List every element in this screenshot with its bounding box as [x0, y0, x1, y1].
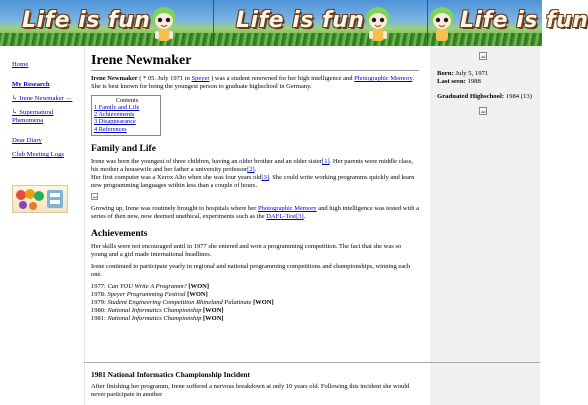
intro-name: Irene Newmaker [91, 75, 138, 82]
intro-mid: ) was a student renowned for her high intelligence and [211, 75, 353, 82]
toc-item-achievements[interactable]: 2 Achievements [94, 111, 135, 119]
toc-title: Contents [115, 96, 139, 104]
toc-item-references[interactable]: 4 References [94, 125, 127, 133]
list-item [91, 307, 419, 315]
banner-tile [214, 0, 428, 46]
family-text: . Her parents were middle class, his mother a housewife and her father a university professor [91, 157, 413, 173]
result-status: [WON] [253, 298, 274, 306]
result-name: Can YOU Write A Programm? [107, 282, 187, 290]
sidebar-link-supernatural-phenomena[interactable]: ↳ Supernatural Phenomena [12, 109, 54, 124]
incident-section [91, 370, 419, 403]
section-heading-incident: 1981 National Informatics Championship Incident [91, 370, 250, 379]
sidebar-link-dear-diary[interactable]: Dear Diary [12, 137, 42, 144]
result-status: [WON] [202, 314, 224, 322]
mascot-icon [360, 4, 396, 44]
sidebar-banner-graphic [13, 186, 67, 212]
article-intro [91, 75, 419, 91]
result-year: 1978: [91, 290, 106, 298]
list-item [91, 283, 419, 291]
sidebar-link-home[interactable]: Home [12, 61, 29, 68]
family-paragraph-1 [91, 158, 419, 190]
intro-born: ( * 05. July 1971 in [139, 75, 190, 82]
infobox-born [437, 70, 537, 78]
result-name: National Informatics Championship [107, 306, 202, 314]
sidebar-link-my-research[interactable]: My Research [12, 81, 50, 88]
header-banner [0, 0, 588, 46]
link-photographic-memory[interactable]: Photographic Memory [354, 75, 413, 82]
family-text: Growing up, Irene was routinely brought to hospitals where her [91, 205, 257, 213]
banner-tile [0, 0, 214, 46]
link-photographic-memory[interactable]: Photographic Memory [257, 205, 317, 213]
list-item [91, 299, 419, 307]
family-text: . She could write working programms quickly and learn new programming languages within less than a couple of hours. [91, 173, 415, 189]
infobox-last-seen-value: 1988 [467, 78, 481, 85]
left-sidebar [0, 46, 85, 405]
result-year: 1979: [91, 298, 106, 306]
reference-link[interactable]: [1] [322, 157, 330, 165]
link-speyer[interactable]: Speyer [191, 75, 210, 82]
competition-results-list [91, 283, 419, 323]
mascot-icon [146, 4, 182, 44]
infobox-last-seen [437, 78, 537, 86]
result-name: Student Engineering Competition Rhineland Palatinate [107, 298, 252, 306]
sidebar-banner-image[interactable] [12, 185, 68, 213]
broken-image-icon [479, 107, 487, 115]
section-heading-achievements: Achievements [91, 229, 148, 240]
banner-tile [428, 0, 588, 46]
banner-logo-text: Life is fun [460, 8, 588, 33]
sidebar-link-club-meeting-logs[interactable]: Club Meeting Logs [12, 151, 65, 158]
table-of-contents [91, 95, 161, 136]
reference-link[interactable]: [3] [261, 173, 269, 181]
list-item [91, 315, 419, 323]
mascot-icon [424, 4, 460, 44]
section-heading-family: Family and Life [91, 143, 156, 154]
page-title: Irene Newmaker [91, 52, 419, 71]
infobox-highschool [437, 93, 537, 101]
result-year: 1981: [91, 314, 106, 322]
intro-end: . She is best known for being the youngest person to graduate highschool in Germany. [91, 75, 414, 90]
result-name: National Informatics Championship [107, 314, 202, 322]
infobox-born-value: July 5, 1971 [455, 70, 489, 77]
section-divider [84, 362, 540, 363]
family-text: . [254, 165, 257, 173]
result-year: 1977: [91, 282, 106, 290]
sidebar-nav [12, 61, 82, 159]
family-text: Irene was born the youngest of three children, having an older brother and an older sister [91, 157, 323, 165]
family-text: . [303, 213, 306, 221]
link-dafl-test[interactable]: DAFL-Test [266, 213, 297, 221]
infobox-born-label: Born: [437, 70, 454, 77]
result-status: [WON] [202, 306, 224, 314]
infobox-highschool-label: Graduated Highschool: [437, 93, 505, 100]
broken-image-icon [479, 52, 487, 60]
list-item [91, 291, 419, 299]
reference-link[interactable]: [3] [296, 213, 304, 221]
result-status: [WON] [187, 290, 208, 298]
family-paragraph-2 [91, 205, 419, 221]
broken-image-icon [91, 193, 98, 200]
family-text: Her first computer was a Xerox Alto when she was four years old [91, 173, 262, 181]
result-status: [WON] [188, 282, 209, 290]
toc-item-family-and-life[interactable]: 1 Family and Life [94, 104, 140, 112]
achievements-paragraph-2: Irene continued to participate yearly in regional and national programming competitions and championships, winning each one. [91, 263, 411, 278]
result-name: Speyer Programming Festival [107, 290, 186, 298]
sidebar-link-irene-newmaker[interactable]: ↳ Irene Newmaker ← [12, 95, 73, 102]
reference-link[interactable]: [2] [247, 165, 255, 173]
banner-logo-text: Life is fun [22, 8, 151, 33]
banner-logo-text: Life is fun [236, 8, 365, 33]
family-text: and high intelligence was tested with a series of then new, now deemed unethical, experiments such as the [91, 205, 420, 221]
right-info-column [430, 46, 540, 405]
achievements-paragraph-1: Her skills were not encouraged until in 1977 she entered and won a programming competition. The fact that she was so young and a girl made international headlines. [91, 243, 402, 259]
result-year: 1980: [91, 306, 106, 314]
infobox-last-seen-label: Last seen: [437, 78, 466, 85]
toc-item-disappearance[interactable]: 3 Disappearance [94, 118, 136, 126]
article-main [91, 52, 419, 326]
incident-paragraph: After finishing her programm, Irene suffered a nervous breakdown at only 10 years old. Following this incident she would never participate in another [91, 383, 410, 398]
infobox-highschool-value: 1984 (13) [505, 93, 532, 100]
infobox [437, 52, 537, 115]
